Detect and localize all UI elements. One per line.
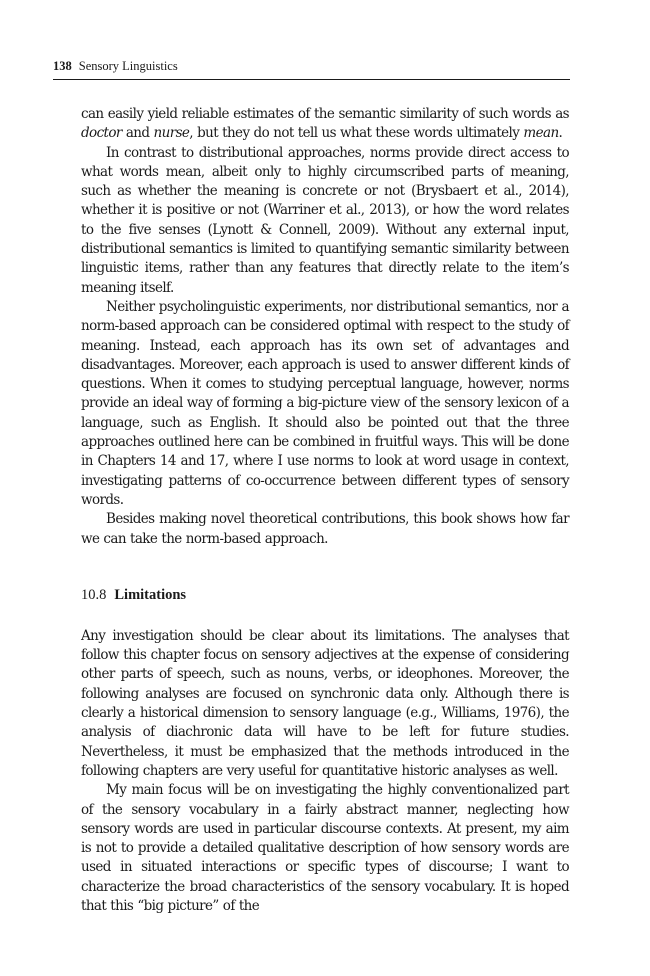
paragraph — [81, 105, 569, 144]
section-number: 10.8 — [81, 586, 107, 603]
body-text — [81, 105, 569, 916]
section-title: Limitations — [114, 586, 187, 603]
text-run: can easily yield reliable estimates of the semantic similarity of such words as — [81, 106, 569, 122]
paragraphs-before-section — [81, 105, 569, 549]
paragraph — [81, 781, 569, 916]
text-run: Any investigation should be clear about its limitations. The analyses that follow this chapter focus on sensory adjectives at the expense of considering other parts of speech, such as nouns, verbs, or ideophones. Moreover, the following analyses are focused on synchronic data only. Although there is clearly a historical dimension to sensory language (e.g., Williams, 1976), the analysis of diachronic data will have to be left for future studies. Nevertheless, it must be emphasized that the methods introduced in the following chapters are very useful for quantitative historic analyses as well. — [81, 627, 569, 779]
text-run: Neither psycholinguistic experiments, nor distributional semantics, nor a norm-based approach can be considered optimal with respect to the study of meaning. Instead, each approach has its own set of advantages and disadvantages. Moreover, each approach is used to answer different kinds of questions. When it comes to studying perceptual language, however, norms provide an ideal way of forming a big-picture view of the sensory lexicon of a language, such as English. It should also be pointed out that the three approaches outlined here can be combined in fruitful ways. This will be done in Chapters 14 and 17, where I use norms to look at word usage in context, investigating patterns of co-occurrence between different types of sensory words. — [81, 298, 569, 508]
section-heading — [81, 586, 569, 604]
running-title: Sensory Linguistics — [78, 59, 178, 73]
paragraph — [81, 510, 569, 549]
text-run: In contrast to distributional approaches, norms provide direct access to what words mean, albeit only to highly circumscribed parts of meaning, such as whether the meaning is concrete or not (Brysbaert et al., 2014), whether it is positive or not (Warriner et al., 2013), or how the word relates to the five senses (Lynott & Connell, 2009). Without any external input, distributional semantics is limited to quantifying semantic similarity between linguistic items, rather than any features that directly relate to the item’s meaning itself. — [81, 144, 569, 296]
text-run: My main focus will be on investigating the highly conventionalized part of the sensory vocabulary in a fairly abstract manner, neglecting how sensory words are used in particular discourse contexts. At present, my aim is not to provide a detailed qualitative description of how sensory words are used in situated interactions or specific types of discourse; I want to characterize the broad characteristics of the sensory vocabulary. It is hoped that this “big picture” of the — [81, 782, 569, 914]
text-run: and — [121, 125, 154, 142]
text-run: , but they do not tell us what these words ultimately — [189, 125, 524, 142]
emphasized-term: doctor — [81, 125, 122, 142]
paragraph — [81, 144, 569, 298]
page-number: 138 — [53, 59, 72, 73]
running-head — [53, 57, 570, 75]
text-run: . — [558, 125, 563, 142]
text-run: Besides making novel theoretical contributions, this book shows how far we can take the norm-based approach. — [81, 511, 569, 547]
paragraph — [81, 298, 569, 510]
paragraphs-after-section — [81, 627, 569, 916]
emphasized-term: nurse — [153, 125, 190, 142]
emphasized-term: mean — [523, 125, 559, 142]
header-rule — [53, 79, 570, 80]
paragraph — [81, 627, 569, 781]
